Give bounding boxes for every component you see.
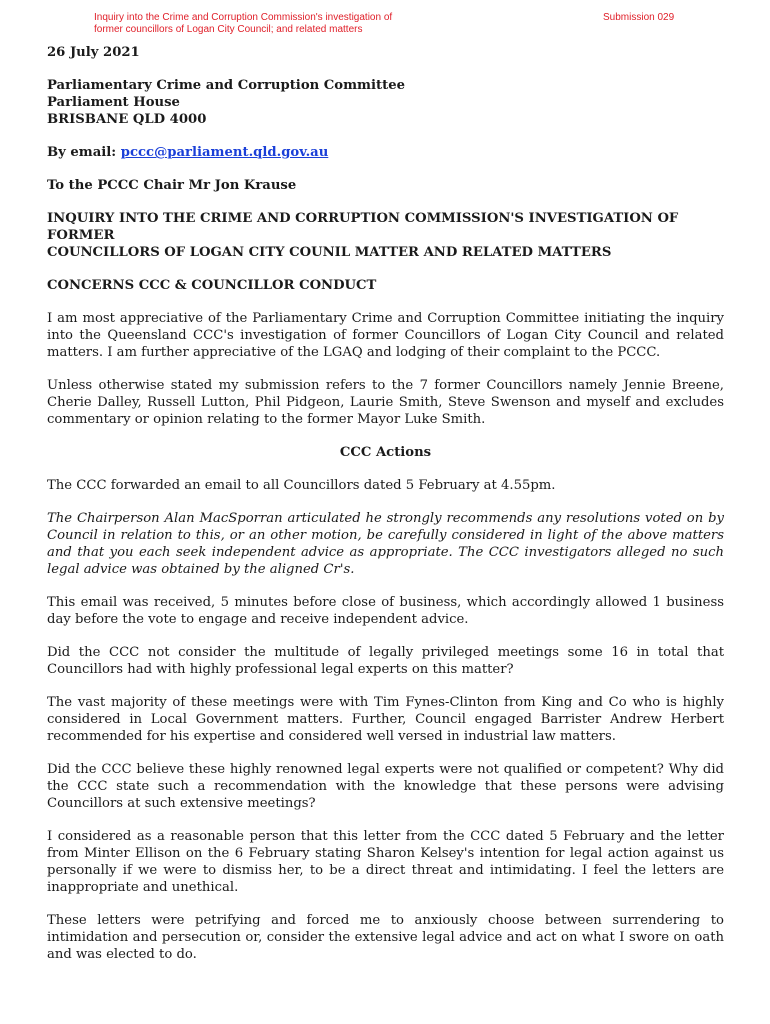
header-title-line1: Inquiry into the Crime and Corruption Commission's investigation of (94, 12, 393, 23)
letter-subtitle: CONCERNS CCC & COUNCILLOR CONDUCT (47, 278, 377, 293)
submission-number: Submission 029 (603, 12, 675, 23)
letter-date: 26 July 2021 (47, 45, 140, 60)
email-link[interactable]: pccc@parliament.qld.gov.au (120, 145, 329, 160)
paragraph-8: I considered as a reasonable person that this letter from the CCC dated 5 February and the letter from Minter Ellison on the 6 February stating Sharon Kelsey's intention for legal action against us personally if we were to dismiss her, to be a direct threat and intimidating. I feel the letters are inappropriate and unethical. (47, 829, 724, 895)
header-title-line2: former councillors of Logan City Council; and related matters (94, 24, 363, 35)
paragraph-4: This email was received, 5 minutes before close of business, which accordingly allowed 1 business day before the vote to engage and receive independent advice. (47, 595, 724, 627)
address-line-3: BRISBANE QLD 4000 (47, 112, 207, 127)
paragraph-3: The CCC forwarded an email to all Councillors dated 5 February at 4.55pm. (47, 478, 556, 493)
paragraph-6: The vast majority of these meetings were with Tim Fynes-Clinton from King and Co who is highly considered in Local Government matters. Further, Council engaged Barrister Andrew Herbert recommended for his expertise and considered well versed in industrial law matters. (47, 695, 724, 744)
paragraph-5: Did the CCC not consider the multitude of legally privileged meetings some 16 in total that Councillors had with highly professional legal experts on this matter? (47, 645, 724, 677)
paragraph-1: I am most appreciative of the Parliamentary Crime and Corruption Committee initiating the inquiry into the Queensland CCC's investigation of former Councillors of Logan City Council and related matters. I am further appreciative of the LGAQ and lodging of their complaint to the PCCC. (47, 311, 724, 360)
quoted-email: The Chairperson Alan MacSporran articulated he strongly recommends any resolutions voted on by Council in relation to this, or an other motion, be carefully considered in light of the above matters and that you each seek independent advice as appropriate. The CCC investigators alleged no such legal advice was obtained by the aligned Cr's. (47, 511, 724, 577)
paragraph-9: These letters were petrifying and forced me to anxiously choose between surrendering to intimidation and persecution or, consider the extensive legal advice and act on what I swore on oath and was elected to do. (47, 913, 724, 962)
letter-title-line1: INQUIRY INTO THE CRIME AND CORRUPTION COMMISSION'S INVESTIGATION OF FORMER (47, 211, 679, 243)
letter-title-line2: COUNCILLORS OF LOGAN CITY COUNIL MATTER AND RELATED MATTERS (47, 245, 612, 260)
email-label: By email: (47, 145, 121, 160)
letter-body (47, 44, 724, 963)
email-line (47, 144, 724, 161)
address-line-1: Parliamentary Crime and Corruption Committee (47, 78, 405, 93)
salutation: To the PCCC Chair Mr Jon Krause (47, 178, 297, 193)
paragraph-7: Did the CCC believe these highly renowned legal experts were not qualified or competent? Why did the CCC state such a recommendation with the knowledge that these persons were advising Councillors at such extensive meetings? (47, 762, 724, 811)
address-line-2: Parliament House (47, 95, 180, 110)
running-header-title (94, 12, 424, 36)
section-heading: CCC Actions (339, 445, 432, 460)
paragraph-2: Unless otherwise stated my submission refers to the 7 former Councillors namely Jennie Breene, Cherie Dalley, Russell Lutton, Phil Pidgeon, Laurie Smith, Steve Swenson and myself and excludes commentary or opinion relating to the former Mayor Luke Smith. (47, 378, 724, 427)
